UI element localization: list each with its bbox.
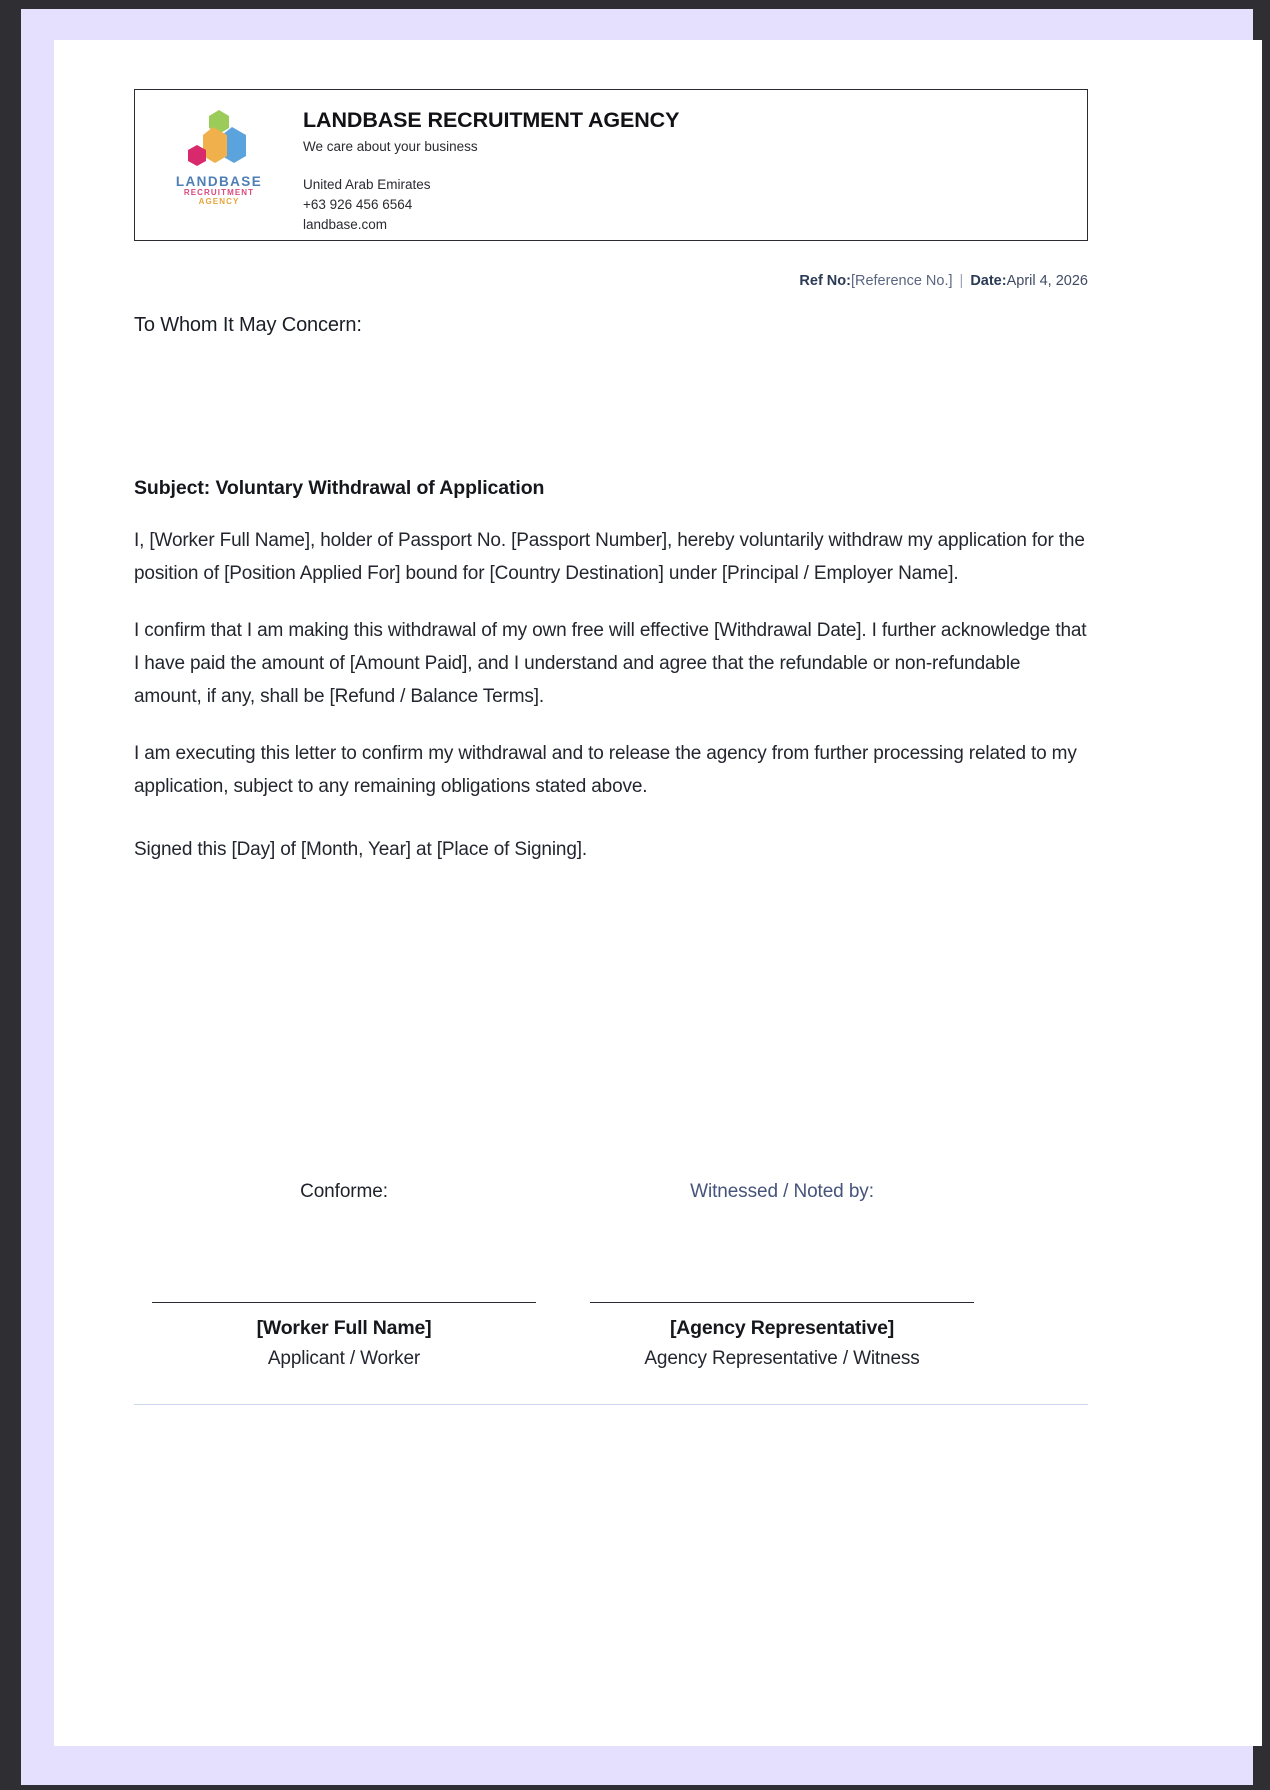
landbase-hexagon-logo-icon (180, 108, 258, 174)
logo-wordmark-sub1: RECRUITMENT (183, 188, 255, 198)
ref-date-line (134, 273, 1088, 289)
signature-rule-worker (152, 1302, 536, 1303)
letterhead (134, 89, 1088, 241)
signature-role-worker: Applicant / Worker (267, 1348, 421, 1370)
company-name: LANDBASE RECRUITMENT AGENCY (303, 108, 680, 132)
witnessed-noted-by-label: Witnessed / Noted by: (690, 1181, 874, 1203)
body-paragraph-1: I, [Worker Full Name], holder of Passport No. [Passport Number], hereby voluntarily withdraw my application for the position of [Position Applied For] bound for [Country Destination] under [Principal / Employer Name]. (134, 530, 1085, 584)
signature-rule-agency (590, 1302, 974, 1303)
ref-date-separator: | (959, 273, 964, 289)
date-label: Date: (970, 273, 1007, 289)
signature-area (134, 1181, 1088, 1370)
signed-date-place-line: Signed this [Day] of [Month, Year] at [Place of Signing]. (134, 838, 588, 860)
logo-wordmark (176, 175, 262, 206)
body-paragraph-3: I am executing this letter to confirm my withdrawal and to release the agency from further processing related to my application, subject to any remaining obligations stated above. (134, 743, 1077, 798)
signature-space-worker[interactable] (134, 1203, 554, 1302)
company-tagline: We care about your business (303, 138, 478, 154)
salutation: To Whom It May Concern: (134, 314, 362, 336)
body-paragraph-2: I confirm that I am making this withdrawal of my own free will effective [Withdrawal Date]. I further acknowledge that I have paid the amount of [Amount Paid], and I understand and agree that the refundable or non-refundable amount, if any, shall be [Refund / Balance Terms]. (134, 620, 1087, 707)
signature-name-agency: [Agency Representative] (669, 1317, 895, 1340)
ref-no-label: Ref No: (799, 273, 851, 289)
footer-divider (134, 1404, 1088, 1405)
company-contact-block (303, 175, 679, 235)
logo-wordmark-sub2: AGENCY (198, 196, 240, 206)
ref-no-value: [Reference No.] (850, 273, 953, 289)
contact-phone: +63 926 456 6564 (303, 196, 413, 212)
page-mat (21, 9, 1253, 1785)
letterhead-text (285, 104, 679, 235)
signature-name-worker: [Worker Full Name] (256, 1317, 432, 1340)
signature-block-agency (572, 1181, 992, 1370)
letter-page (54, 40, 1262, 1746)
signature-space-agency[interactable] (572, 1203, 992, 1302)
date-value: April 4, 2026 (1006, 273, 1088, 289)
letter-content (134, 89, 1088, 1739)
contact-location: United Arab Emirates (303, 176, 431, 192)
signature-block-worker (134, 1181, 554, 1370)
logo (153, 104, 285, 206)
signature-role-agency: Agency Representative / Witness (644, 1348, 920, 1370)
conforme-label: Conforme: (300, 1181, 388, 1203)
subject-line: Subject: Voluntary Withdrawal of Application (134, 477, 545, 499)
logo-wordmark-main: LANDBASE (175, 174, 263, 189)
contact-website: landbase.com (303, 216, 388, 232)
